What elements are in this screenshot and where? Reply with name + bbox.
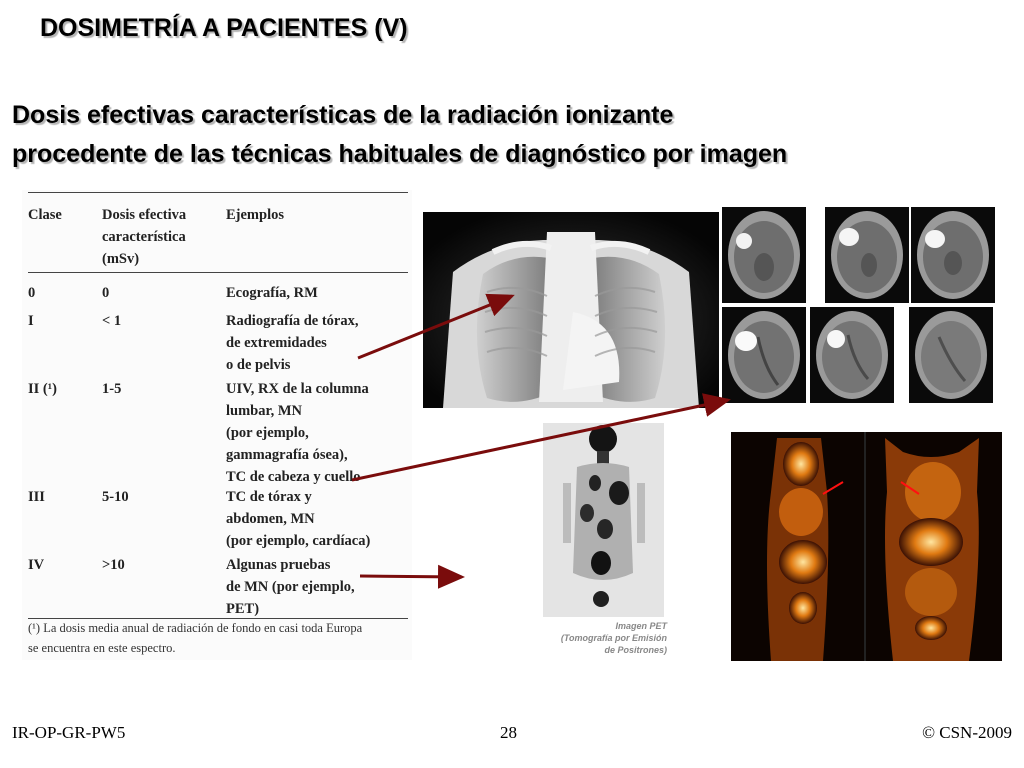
table-footnote: (¹) La dosis media anual de radiación de fondo en casi toda Europa se encuentra en este espectro. [28, 621, 363, 655]
pet-caption-line-3: de Positrones) [604, 645, 667, 655]
header-ejemplos: Ejemplos [226, 207, 284, 223]
row-2-dosis: 1-5 [102, 381, 122, 397]
pet-caption-line-1: Imagen PET [615, 621, 667, 631]
footer-page-number: 28 [500, 723, 517, 742]
arrow-to-xray [358, 296, 512, 358]
row-3-ejemplos: TC de tórax y abdomen, MN (por ejemplo, cardíaca) [226, 489, 371, 549]
row-3-clase: III [28, 489, 45, 505]
slide-title: DOSIMETRÍA A PACIENTES (V) [40, 14, 408, 42]
pet-caption-line-2: (Tomografía por Emisión [560, 633, 667, 643]
row-1-dosis: < 1 [102, 313, 122, 329]
subtitle-line-1: Dosis efectivas características de la radiación ionizante [12, 101, 674, 129]
row-1-ejemplos: Radiografía de tórax, de extremidades o de pelvis [226, 313, 359, 373]
row-4-clase: IV [28, 557, 45, 573]
footer-copyright: © CSN-2009 [922, 723, 1012, 742]
row-2-clase: II (¹) [28, 381, 57, 397]
row-1-clase: I [28, 313, 34, 329]
footer-code: IR-OP-GR-PW5 [12, 723, 126, 742]
row-3-dosis: 5-10 [102, 489, 129, 505]
subtitle-line-2: procedente de las técnicas habituales de diagnóstico por imagen [12, 140, 788, 168]
header-dosis: Dosis efectiva característica (mSv) [102, 207, 187, 267]
row-0-dosis: 0 [102, 285, 110, 301]
row-4-dosis: >10 [102, 557, 125, 573]
row-4-ejemplos: Algunas pruebas de MN (por ejemplo, PET) [226, 557, 355, 617]
arrow-to-mri [352, 400, 728, 480]
row-0-ejemplos: Ecografía, RM [226, 285, 318, 301]
arrow-to-pet [360, 576, 462, 577]
row-2-ejemplos: UIV, RX de la columna lumbar, MN (por ejemplo, gammagrafía ósea), TC de cabeza y cuello [226, 381, 369, 485]
header-clase: Clase [28, 207, 62, 223]
row-0-clase: 0 [28, 285, 36, 301]
